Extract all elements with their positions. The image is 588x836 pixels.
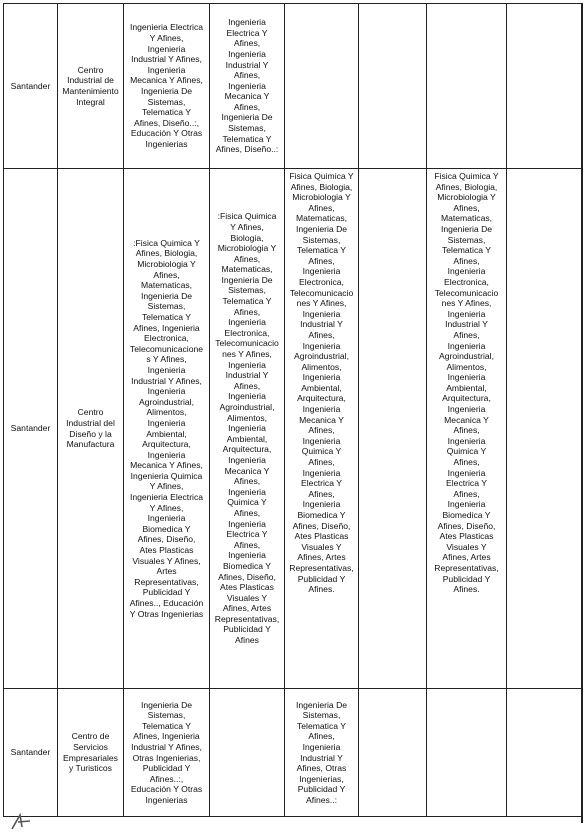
department-cell: Santander	[4, 169, 58, 689]
department-cell: Santander	[4, 4, 58, 169]
program-cell	[285, 4, 359, 169]
program-cell	[507, 169, 582, 689]
program-cell: Ingenieria De Sistemas, Telematica Y Afines, Ingenieria Industrial Y Afines, Otras Ingenierias, Publicidad Y Afines..:, Educación Y Otras Ingenierias	[124, 689, 210, 817]
table-row	[4, 689, 582, 817]
program-cell	[507, 689, 582, 817]
program-cell	[359, 4, 427, 169]
center-cell: Centro de Servicios Empresariales y Turisticos	[58, 689, 124, 817]
program-cell: Fisica Quimica Y Afines, Biologia, Microbiologia Y Afines, Matematicas, Ingenieria De Sistemas, Telematica Y Afines, Ingenieria Electronica, Telecomunicacio nes Y Afines, Ingenieria Industrial Y Afines, Ingenieria Agroindustrial, Alimentos, Ingenieria Ambiental, Arquitectura, Ingenieria Mecanica Y Afines, Ingenieria Quimica Y Afines, Ingenieria Electrica Y Afines, Ingenieria Biomedica Y Afines, Diseño, Ates Plasticas Visuales Y Afines, Artes Representativas, Publicidad Y Afines.	[285, 169, 359, 689]
handwritten-mark	[10, 812, 40, 836]
table-row	[4, 169, 582, 689]
signature-stroke-icon	[10, 813, 40, 831]
table-row	[4, 4, 582, 169]
program-cell: Fisica Quimica Y Afines, Biologia, Microbiologia Y Afines, Matematicas, Ingenieria De Sistemas, Telematica Y Afines, Ingenieria Electronica, Telecomunicacio nes Y Afines, Ingenieria Industrial Y Afines, Ingenieria Agroindustrial, Alimentos, Ingenieria Ambiental, Arquitectura, Ingenieria Mecanica Y Afines, Ingenieria Quimica Y Afines, Ingenieria Electrica Y Afines, Ingenieria Biomedica Y Afines, Diseño, Ates Plasticas Visuales Y Afines, Artes Representativas, Publicidad Y Afines.	[427, 169, 507, 689]
program-cell: Ingenieria Electrica Y Afines, Ingenieria Industrial Y Afines, Ingenieria Mecanica Y Afines, Ingenieria De Sistemas, Telematica Y Afines, Diseño..:, Educación Y Otras Ingenierias	[124, 4, 210, 169]
data-table	[3, 3, 582, 817]
department-cell: Santander	[4, 689, 58, 817]
program-cell: :Fisica Quimica Y Afines, Biologia, Microbiologia Y Afines, Matematicas, Ingenieria De Sistemas, Telematica Y Afines, Ingenieria Electronica, Telecomunicacione s Y Afines, Ingenieria Industrial Y Afines, Ingenieria Agroindustrial, Alimentos, Ingenieria Ambiental, Arquitectura, Ingenieria Mecanica Y Afines, Ingenieria Quimica Y Afines, Ingenieria Electrica Y Afines, Ingenieria Biomedica Y Afines, Diseño, Ates Plasticas Visuales Y Afines, Artes Representativas, Publicidad Y Afines.., Educación Y Otras Ingenierias	[124, 169, 210, 689]
center-cell: Centro Industrial de Mantenimiento Integral	[58, 4, 124, 169]
program-cell	[359, 169, 427, 689]
program-cell: :Fisica Quimica Y Afines, Biologia, Microbiologia Y Afines, Matematicas, Ingenieria De Sistemas, Telematica Y Afines, Ingenieria Electronica, Telecomunicacio nes Y Afines, Ingenieria Industrial Y Afines, Ingenieria Agroindustrial, Alimentos, Ingenieria Ambiental, Arquitectura, Ingenieria Mecanica Y Afines, Ingenieria Quimica Y Afines, Ingenieria Electrica Y Afines, Ingenieria Biomedica Y Afines, Diseño, Ates Plasticas Visuales Y Afines, Artes Representativas, Publicidad Y Afines	[210, 169, 285, 689]
program-cell: Ingenieria Electrica Y Afines, Ingenieria Industrial Y Afines, Ingenieria Mecanica Y Afines, Ingenieria De Sistemas, Telematica Y Afines, Diseño..:	[210, 4, 285, 169]
page-edge-line	[581, 3, 583, 823]
program-cell: Ingenieria De Sistemas, Telematica Y Afines, Ingenieria Industrial Y Afines, Otras Ingenierias, Publicidad Y Afines..:	[285, 689, 359, 817]
program-cell	[427, 689, 507, 817]
center-cell: Centro Industrial del Diseño y la Manufactura	[58, 169, 124, 689]
program-cell	[210, 689, 285, 817]
program-cell	[507, 4, 582, 169]
program-cell	[359, 689, 427, 817]
program-cell	[427, 4, 507, 169]
